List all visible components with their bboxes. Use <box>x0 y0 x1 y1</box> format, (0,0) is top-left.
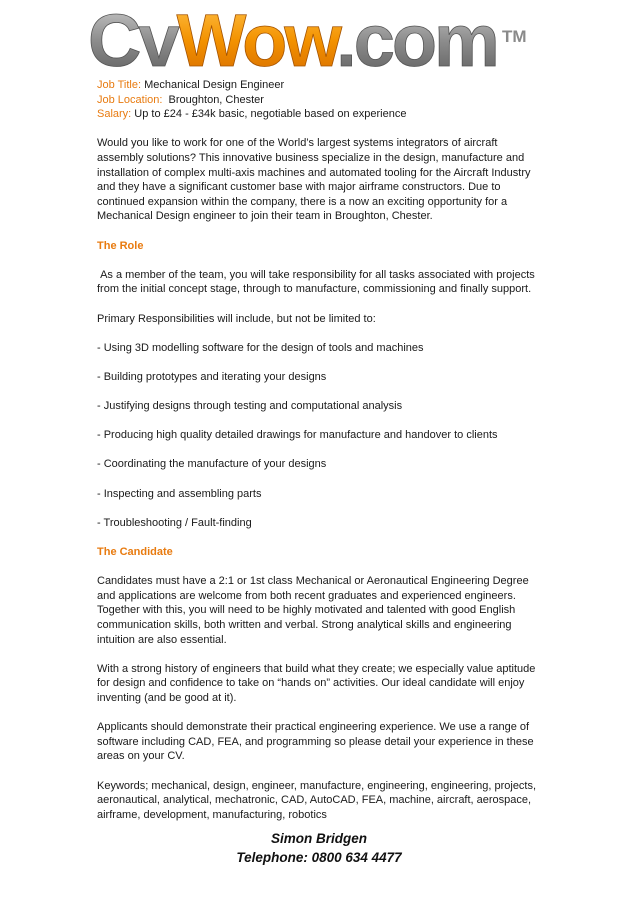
contact-footer <box>0 829 638 867</box>
job-location-line <box>97 93 542 108</box>
job-title-line <box>97 78 542 93</box>
responsibility-item: - Using 3D modelling software for the design of tools and machines <box>97 341 424 354</box>
logo-cv: Cv <box>88 2 177 76</box>
responsibility-item: - Justifying designs through testing and computational analysis <box>97 400 403 413</box>
job-location-value: Broughton, Chester <box>162 93 264 106</box>
role-heading: The Role <box>97 239 144 252</box>
job-description <box>97 78 542 822</box>
responsibilities-intro: Primary Responsibilities will include, but not be limited to: <box>97 312 376 325</box>
candidate-paragraph: With a strong history of engineers that build what they create; we especially value aptitude for design and confidence to take on “hands on” activities. Our ideal candidate will enjoy inventing (and be good at it). <box>97 662 536 704</box>
job-title-label: Job Title: <box>97 79 142 91</box>
job-location-label: Job Location: <box>97 93 163 106</box>
logo-wow: Wow <box>176 2 337 76</box>
logo-dotcom: .com <box>336 2 497 76</box>
salary-label: Salary: <box>97 108 132 121</box>
keywords-paragraph: Keywords; mechanical, design, engineer, manufacture, engineering, engineering, projects, aeronautical, analytical, mechatronic, CAD, AutoCAD, FEA, machine, aircraft, aerospace, airframe, development, manufacturing, robotics <box>97 779 537 821</box>
responsibility-item: - Building prototypes and iterating your designs <box>97 370 327 383</box>
responsibility-item: - Inspecting and assembling parts <box>97 487 262 500</box>
intro-paragraph: Would you like to work for one of the World’s largest systems integrators of aircraft assembly solutions? This innovative business specialize in the design, manufacture and installation of complex multi-axis machines and automated tooling for the Aircraft Industry and they have a significant customer base with major airframe constructors. Due to continued expansion within the company, there is a now an exciting opportunity for a Mechanical Design engineer to join their team in Broughton, Chester. <box>97 137 531 223</box>
contact-name: Simon Bridgen <box>270 831 367 846</box>
candidate-paragraph: Applicants should demonstrate their practical engineering experience. We use a range of software including CAD, FEA, and programming so please detail your experience in these areas on your CV. <box>97 721 534 763</box>
responsibility-item: - Producing high quality detailed drawings for manufacture and handover to clients <box>97 429 498 442</box>
responsibility-item: - Coordinating the manufacture of your designs <box>97 458 327 471</box>
responsibility-item: - Troubleshooting / Fault-finding <box>97 516 252 529</box>
contact-telephone[interactable]: Telephone: 0800 634 4477 <box>236 850 402 865</box>
role-description: As a member of the team, you will take responsibility for all tasks associated with projects from the initial concept stage, through to manufacture, commissioning and finally support. <box>97 268 538 296</box>
candidate-heading: The Candidate <box>97 546 173 558</box>
logo-trademark: TM <box>502 27 527 46</box>
svg-text:CvWow.com <box>88 2 497 76</box>
cvwow-logo[interactable] <box>88 2 538 76</box>
salary-line <box>97 107 542 122</box>
candidate-paragraph: Candidates must have a 2:1 or 1st class Mechanical or Aeronautical Engineering Degree and applications are welcome from both recent graduates and experienced engineers. Together with this, you will need to be highly motivated and talented with good English communication skills, both written and verbal. Strong analytical skills and engineering intuition are also essential. <box>97 575 529 646</box>
job-title-value: Mechanical Design Engineer <box>141 79 285 91</box>
salary-value: Up to £24 - £34k basic, negotiable based on experience <box>131 108 407 121</box>
